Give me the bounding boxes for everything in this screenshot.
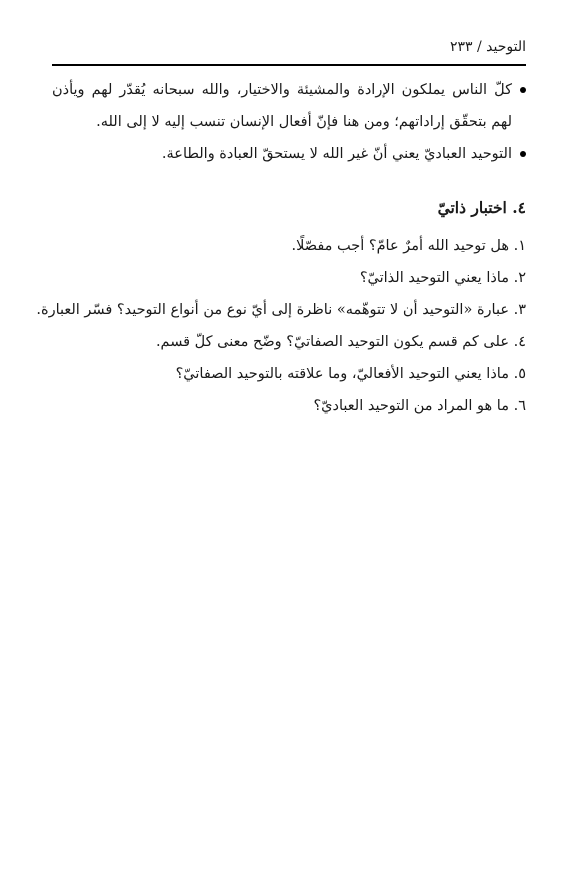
section-heading: ٤. اختبار ذاتيّ [437,198,526,217]
summary-bullet-list [52,74,526,170]
bullet-dot-icon [520,87,526,93]
summary-bullet-text: التوحيد العباديّ يعني أنّ غير الله لا يستحقّ العبادة والطاعة. [161,146,512,162]
book-page [36,36,526,422]
self-test-question: ٦. ما هو المراد من التوحيد العباديّ؟ [313,398,526,414]
bullet-dot-icon [520,151,526,157]
summary-bullet-item [52,138,526,170]
running-header: التوحيد / ٢٣٣ [449,39,526,55]
self-test-question: ٤. على كم قسم يكون التوحيد الصفاتيّ؟ وضّح معنى كلّ قسم. [155,334,526,350]
self-test-question: ٣. عبارة «التوحيد أن لا تتوهّمه» ناظرة إلى أيّ نوع من أنواع التوحيد؟ فسّر العبارة. [36,302,526,318]
self-test-question: ٥. ماذا يعني التوحيد الأفعاليّ، وما علاقته بالتوحيد الصفاتيّ؟ [175,366,526,382]
header-rule [52,64,526,66]
summary-bullet-text: كلّ الناس يملكون الإرادة والمشيئة والاختيار، والله سبحانه يُقدّر لهم ويأذن لهم بتحقّق إراداتهم؛ ومن هنا فإنّ أفعال الإنسان تنسب إليه لا إلى الله. [52,82,512,130]
summary-bullet-item [52,74,526,138]
self-test-question: ٢. ماذا يعني التوحيد الذاتيّ؟ [359,270,526,286]
self-test-question: ١. هل توحيد الله أمرٌ عامّ؟ أجب مفصّلًا. [291,238,526,254]
self-test-question-list [36,230,526,422]
